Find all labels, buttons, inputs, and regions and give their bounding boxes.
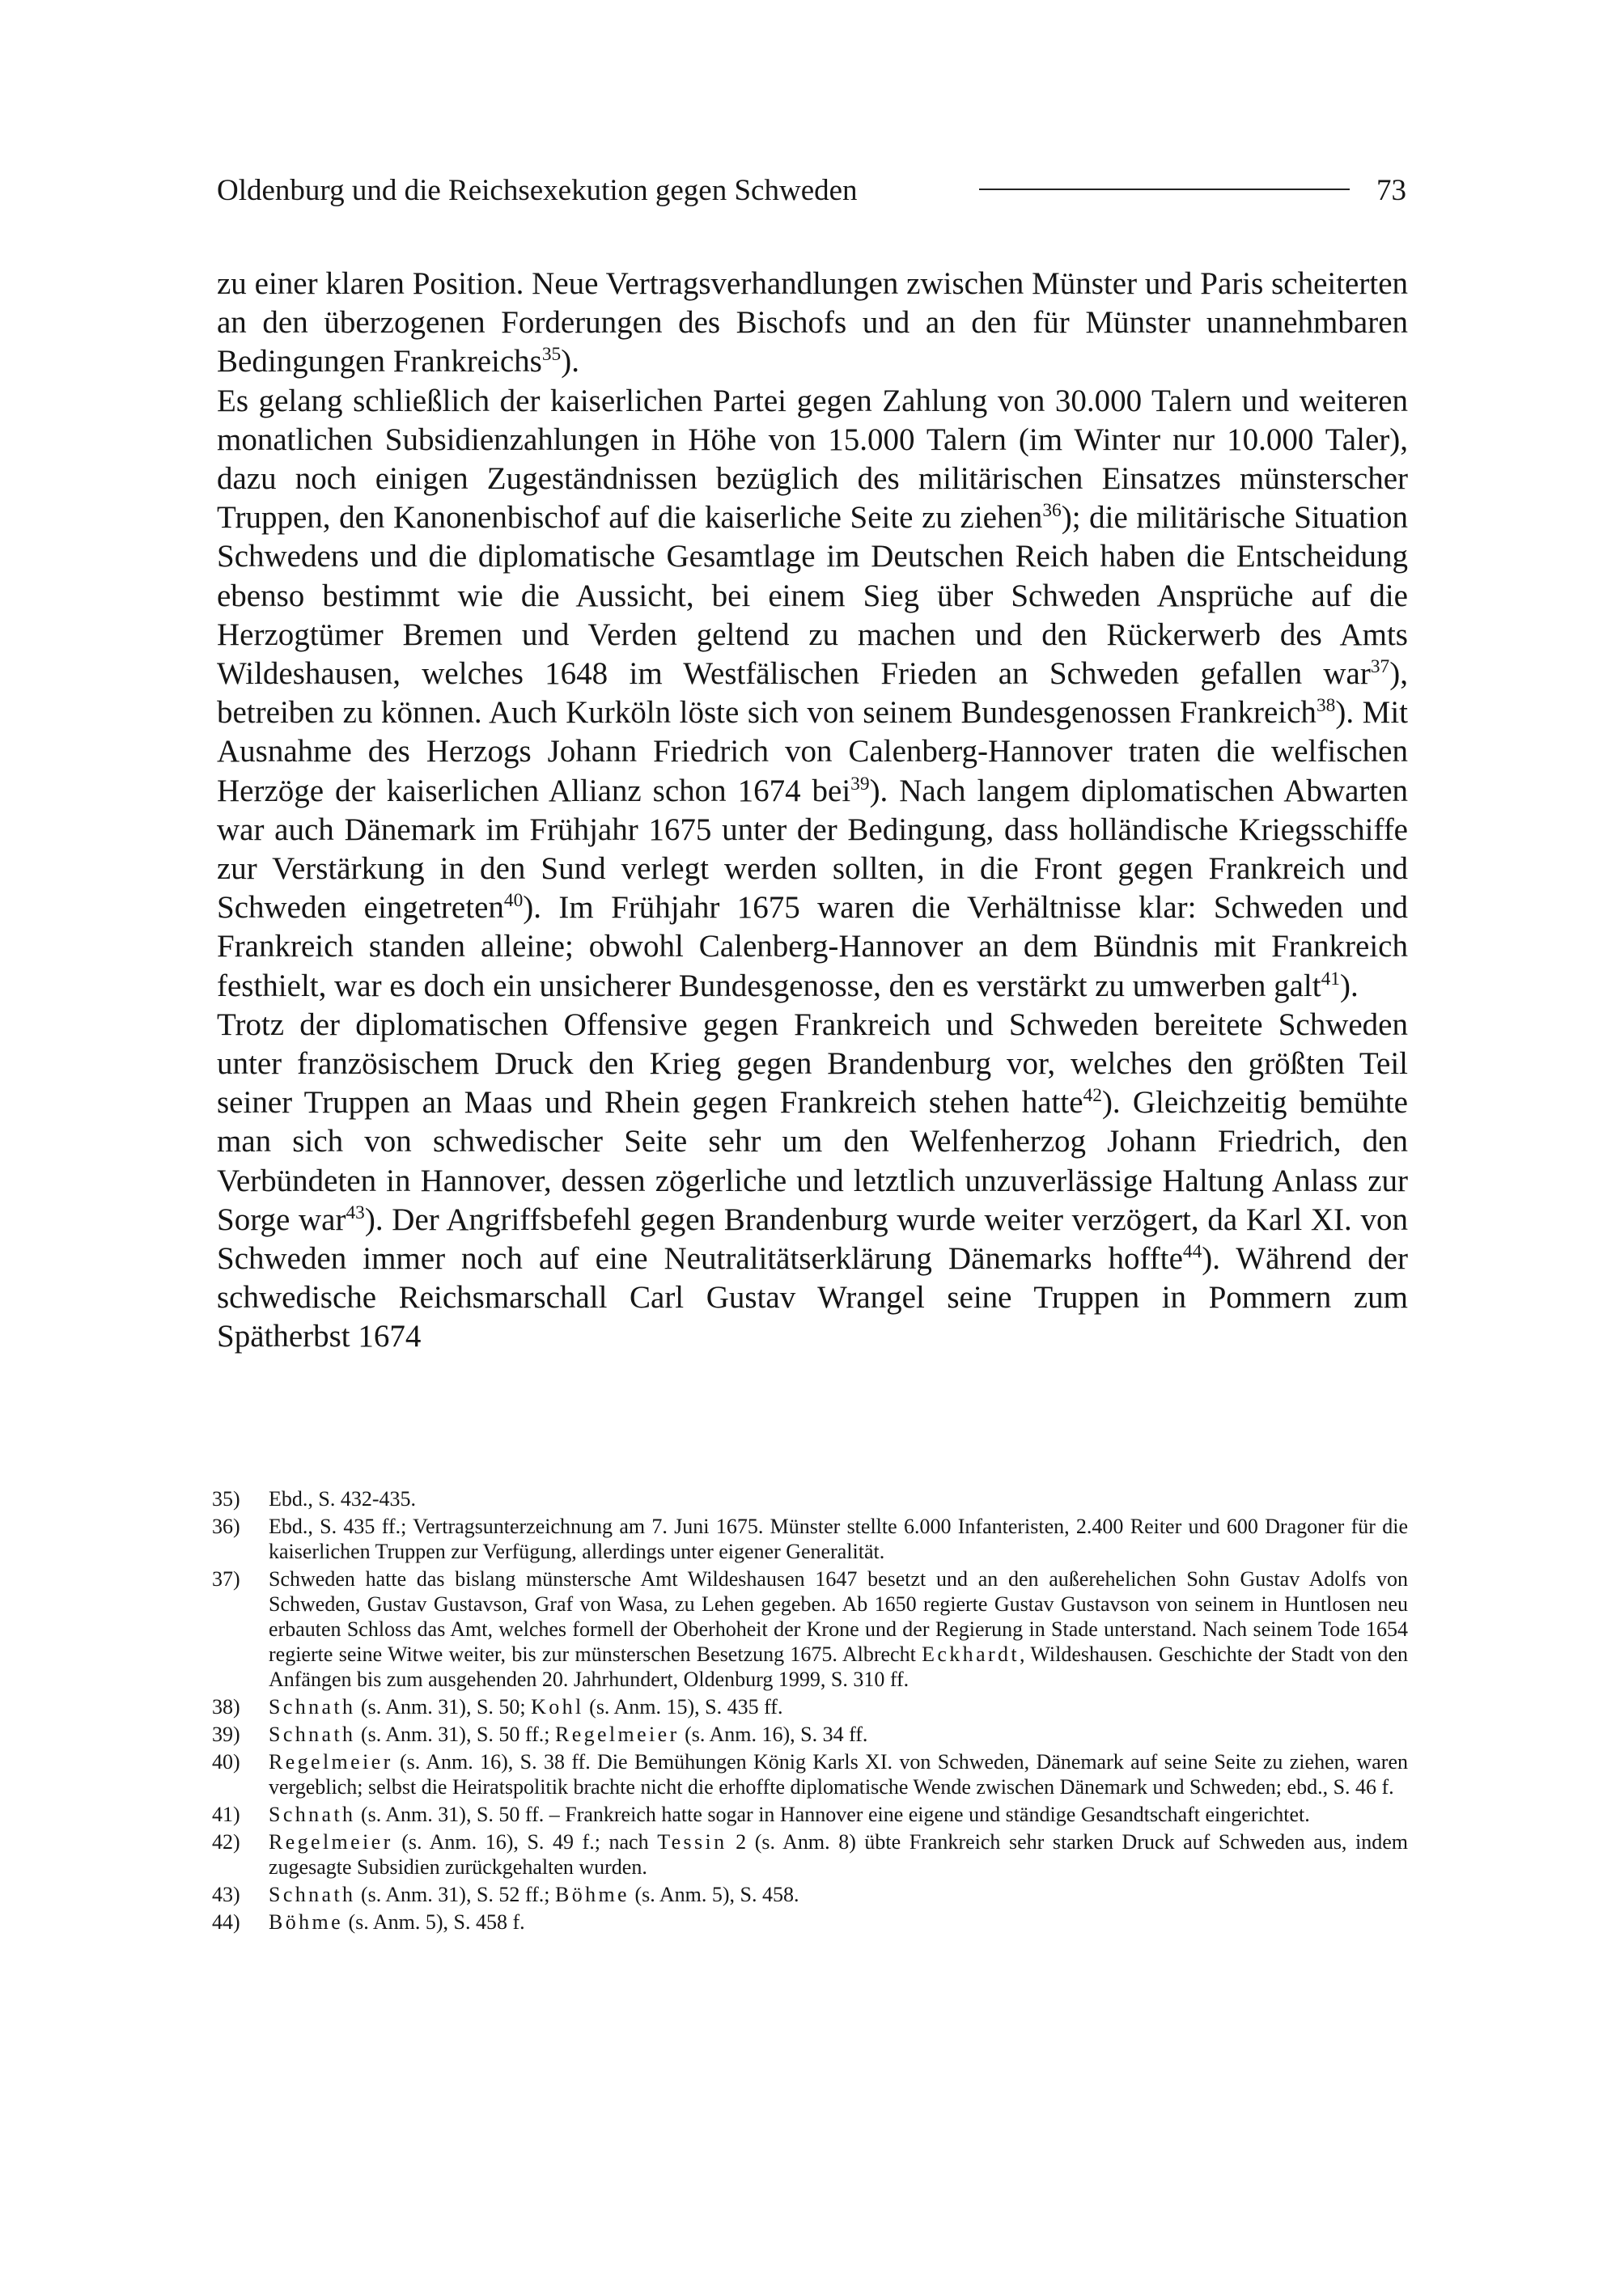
author-name: Schnath [269,1695,356,1719]
main-text [217,265,1408,1357]
footnote-number: 42) [212,1830,240,1854]
footnote-text: (s. Anm. 16), S. 49 f.; nach [392,1830,658,1854]
author-name: Regelmeier [554,1723,680,1746]
footnote-ref: 43 [346,1202,365,1223]
footnote-text: (s. Anm. 31), S. 52 ff.; [355,1883,555,1906]
text-run: zu einer klaren Position. Neue Vertragsverhandlungen zwischen Münster und Paris scheiterten an den überzogenen Forderungen des Bischofs und an den für Münster unannehmbaren Bedingungen Frankreichs [217,266,1408,379]
footnote-text: (s. Anm. 15), S. 435 ff. [583,1695,783,1719]
footnotes [212,1486,1408,1937]
text-run: ). Während der schwedische Reichsmarschall Carl Gustav Wrangel seine Truppen in Pommern zum Spätherbst 1674 [217,1241,1409,1354]
author-name: Schnath [269,1803,356,1826]
footnote-ref: 44 [1182,1241,1202,1263]
footnote-number: 43) [212,1883,240,1906]
author-name: Böhme [554,1883,630,1906]
author-name: Tessin [657,1830,727,1854]
page-number: 73 [1376,174,1406,207]
text-run: ), betreiben zu können. Auch Kurköln löste sich von seinem Bundesgenossen Frankreich [217,656,1408,731]
author-name: Schnath [269,1723,356,1746]
footnote-ref: 36 [1042,500,1062,522]
footnote-number: 38) [212,1695,240,1719]
author-name: Eckhardt [922,1642,1020,1666]
author-name: Regelmeier [269,1750,393,1774]
footnote-text: (s. Anm. 5), S. 458. [629,1883,799,1906]
paragraph [217,1006,1408,1357]
footnote-ref: 35 [541,344,562,366]
footnote-43 [212,1882,1408,1907]
footnote-36 [212,1514,1408,1564]
footnote-number: 35) [212,1487,240,1511]
author-name: Schnath [269,1883,356,1906]
running-header [217,159,1406,223]
footnote-39 [212,1722,1408,1747]
footnote-38 [212,1694,1408,1719]
footnote-text: (s. Anm. 31), S. 50 ff. – Frankreich hatte sogar in Hannover eine eigene und ständige Gesandtschaft eingerichtet. [355,1803,1310,1826]
footnote-text: (s. Anm. 31), S. 50 ff.; [355,1723,555,1746]
footnote-ref: 40 [503,890,524,912]
text-run: ). [1339,968,1359,1003]
footnote-number: 39) [212,1723,240,1746]
footnote-text: (s. Anm. 31), S. 50; [355,1695,532,1719]
footnote-text: Schweden hatte das bislang münstersche Amt Wildeshausen 1647 besetzt und an den außerehelichen Sohn Gustav Adolfs von Schweden, Gustav Gustavson, Graf von Wasa, zu Lehen gegeben. Ab 1650 regierte Gustav Gustavson von seinem in Huntlosen neu erbauten Schloss das Amt, welches formell der Oberhoheit der Krone und der Regierung in Stade unterstand. Nach seinem Tode 1654 regierte seine Witwe weiter, bis zur münsterschen Besetzung 1675. Albrecht [269,1567,1408,1666]
footnote-number: 40) [212,1750,240,1774]
text-run: ). Im Frühjahr 1675 waren die Verhältnisse klar: Schweden und Frankreich standen alleine; obwohl Calenberg-Hannover an dem Bündnis mit Frankreich festhielt, war es doch ein unsicherer Bundesgenosse, den es verstärkt zu umwerben galt [217,890,1408,1003]
footnote-number: 37) [212,1567,240,1591]
footnote-41 [212,1802,1408,1827]
footnote-ref: 42 [1083,1085,1102,1107]
author-name: Kohl [531,1695,584,1719]
footnote-37 [212,1566,1408,1692]
footnote-text: (s. Anm. 16), S. 34 ff. [679,1723,868,1746]
footnote-text: Ebd., S. 432-435. [269,1487,416,1511]
footnote-40 [212,1749,1408,1799]
text-run: ). [561,344,579,379]
paragraph [217,382,1408,1006]
footnote-ref: 41 [1321,968,1340,990]
header-rule [979,189,1350,190]
footnote-44 [212,1909,1408,1935]
footnote-text: 2 (s. Anm. 8) übte Frankreich sehr starken Druck auf Schweden aus, indem zugesagte Subsidien zurückgehalten wurden. [269,1830,1408,1879]
footnote-number: 44) [212,1910,240,1934]
text-run: Trotz der diplomatischen Offensive gegen Frankreich und Schweden bereitete Schweden unter französischem Druck den Krieg gegen Brandenburg vor, welches den größten Teil seiner Truppen an Maas und Rhein gegen Frankreich stehen hatte [217,1007,1408,1121]
footnote-ref: 37 [1370,656,1390,678]
running-head-title: Oldenburg und die Reichsexekution gegen Schweden [217,174,858,207]
footnote-number: 41) [212,1803,240,1826]
text-run: ). Der Angriffsbefehl gegen Brandenburg wurde weiter verzögert, da Karl XI. von Schweden immer noch auf eine Neutralitätserklärung Dänemarks hoffte [217,1202,1408,1277]
text-run: ). Gleichzeitig bemühte man sich von schwedischer Seite sehr um den Welfenherzog Johann Friedrich, den Verbündeten in Hannover, dessen zögerliche und letztlich unzuverlässige Haltung Anlass zur Sorge war [217,1085,1408,1237]
footnote-text: (s. Anm. 16), S. 38 ff. Die Bemühungen König Karls XI. von Schweden, Dänemark auf seine Seite zu ziehen, waren vergeblich; selbst die Heiratspolitik brachte nicht die erhoffte diplomatische Wende zwischen Dänemark und Schweden; ebd., S. 46 f. [269,1750,1408,1799]
author-name: Böhme [269,1910,344,1934]
footnote-35 [212,1486,1408,1511]
footnote-text: , Wildeshausen. Geschichte der Stadt von den Anfängen bis zum ausgehenden 20. Jahrhundert, Oldenburg 1999, S. 310 ff. [269,1642,1408,1691]
text-run: ); die militärische Situation Schwedens und die diplomatische Gesamtlage im Deutschen Reich haben die Entscheidung ebenso bestimmt wie die Aussicht, bei einem Sieg über Schweden Ansprüche auf die Herzogtümer Bremen und Verden geltend zu machen und den Rückerwerb des Amts Wildeshausen, welches 1648 im Westfälischen Frieden an Schweden gefallen war [217,500,1408,692]
text-run: ). Mit Ausnahme des Herzogs Johann Friedrich von Calenberg-Hannover traten die welfischen Herzöge der kaiserlichen Allianz schon 1674 bei [217,695,1408,808]
footnote-ref: 38 [1316,695,1336,717]
footnote-text: Ebd., S. 435 ff.; Vertragsunterzeichnung am 7. Juni 1675. Münster stellte 6.000 Infanteristen, 2.400 Reiter und 600 Dragoner für die kaiserlichen Truppen zur Verfügung, allerdings unter eigener Generalität. [269,1515,1408,1563]
author-name: Regelmeier [269,1830,393,1854]
footnote-ref: 39 [850,773,870,795]
text-run: Es gelang schließlich der kaiserlichen Partei gegen Zahlung von 30.000 Talern und weiteren monatlichen Subsidienzahlungen in Höhe von 15.000 Talern (im Winter nur 10.000 Taler), dazu noch einigen Zugeständnissen bezüglich des militärischen Einsatzes münsterscher Truppen, den Kanonenbischof auf die kaiserliche Seite zu ziehen [217,383,1408,536]
footnote-text: (s. Anm. 5), S. 458 f. [343,1910,525,1934]
text-run: ). Nach langem diplomatischen Abwarten war auch Dänemark im Frühjahr 1675 unter der Bedingung, dass holländische Kriegsschiffe zur Verstärkung in den Sund verlegt werden sollten, in die Front gegen Frankreich und Schweden eingetreten [217,773,1409,926]
footnote-42 [212,1829,1408,1880]
paragraph [217,265,1408,382]
footnote-number: 36) [212,1515,240,1538]
